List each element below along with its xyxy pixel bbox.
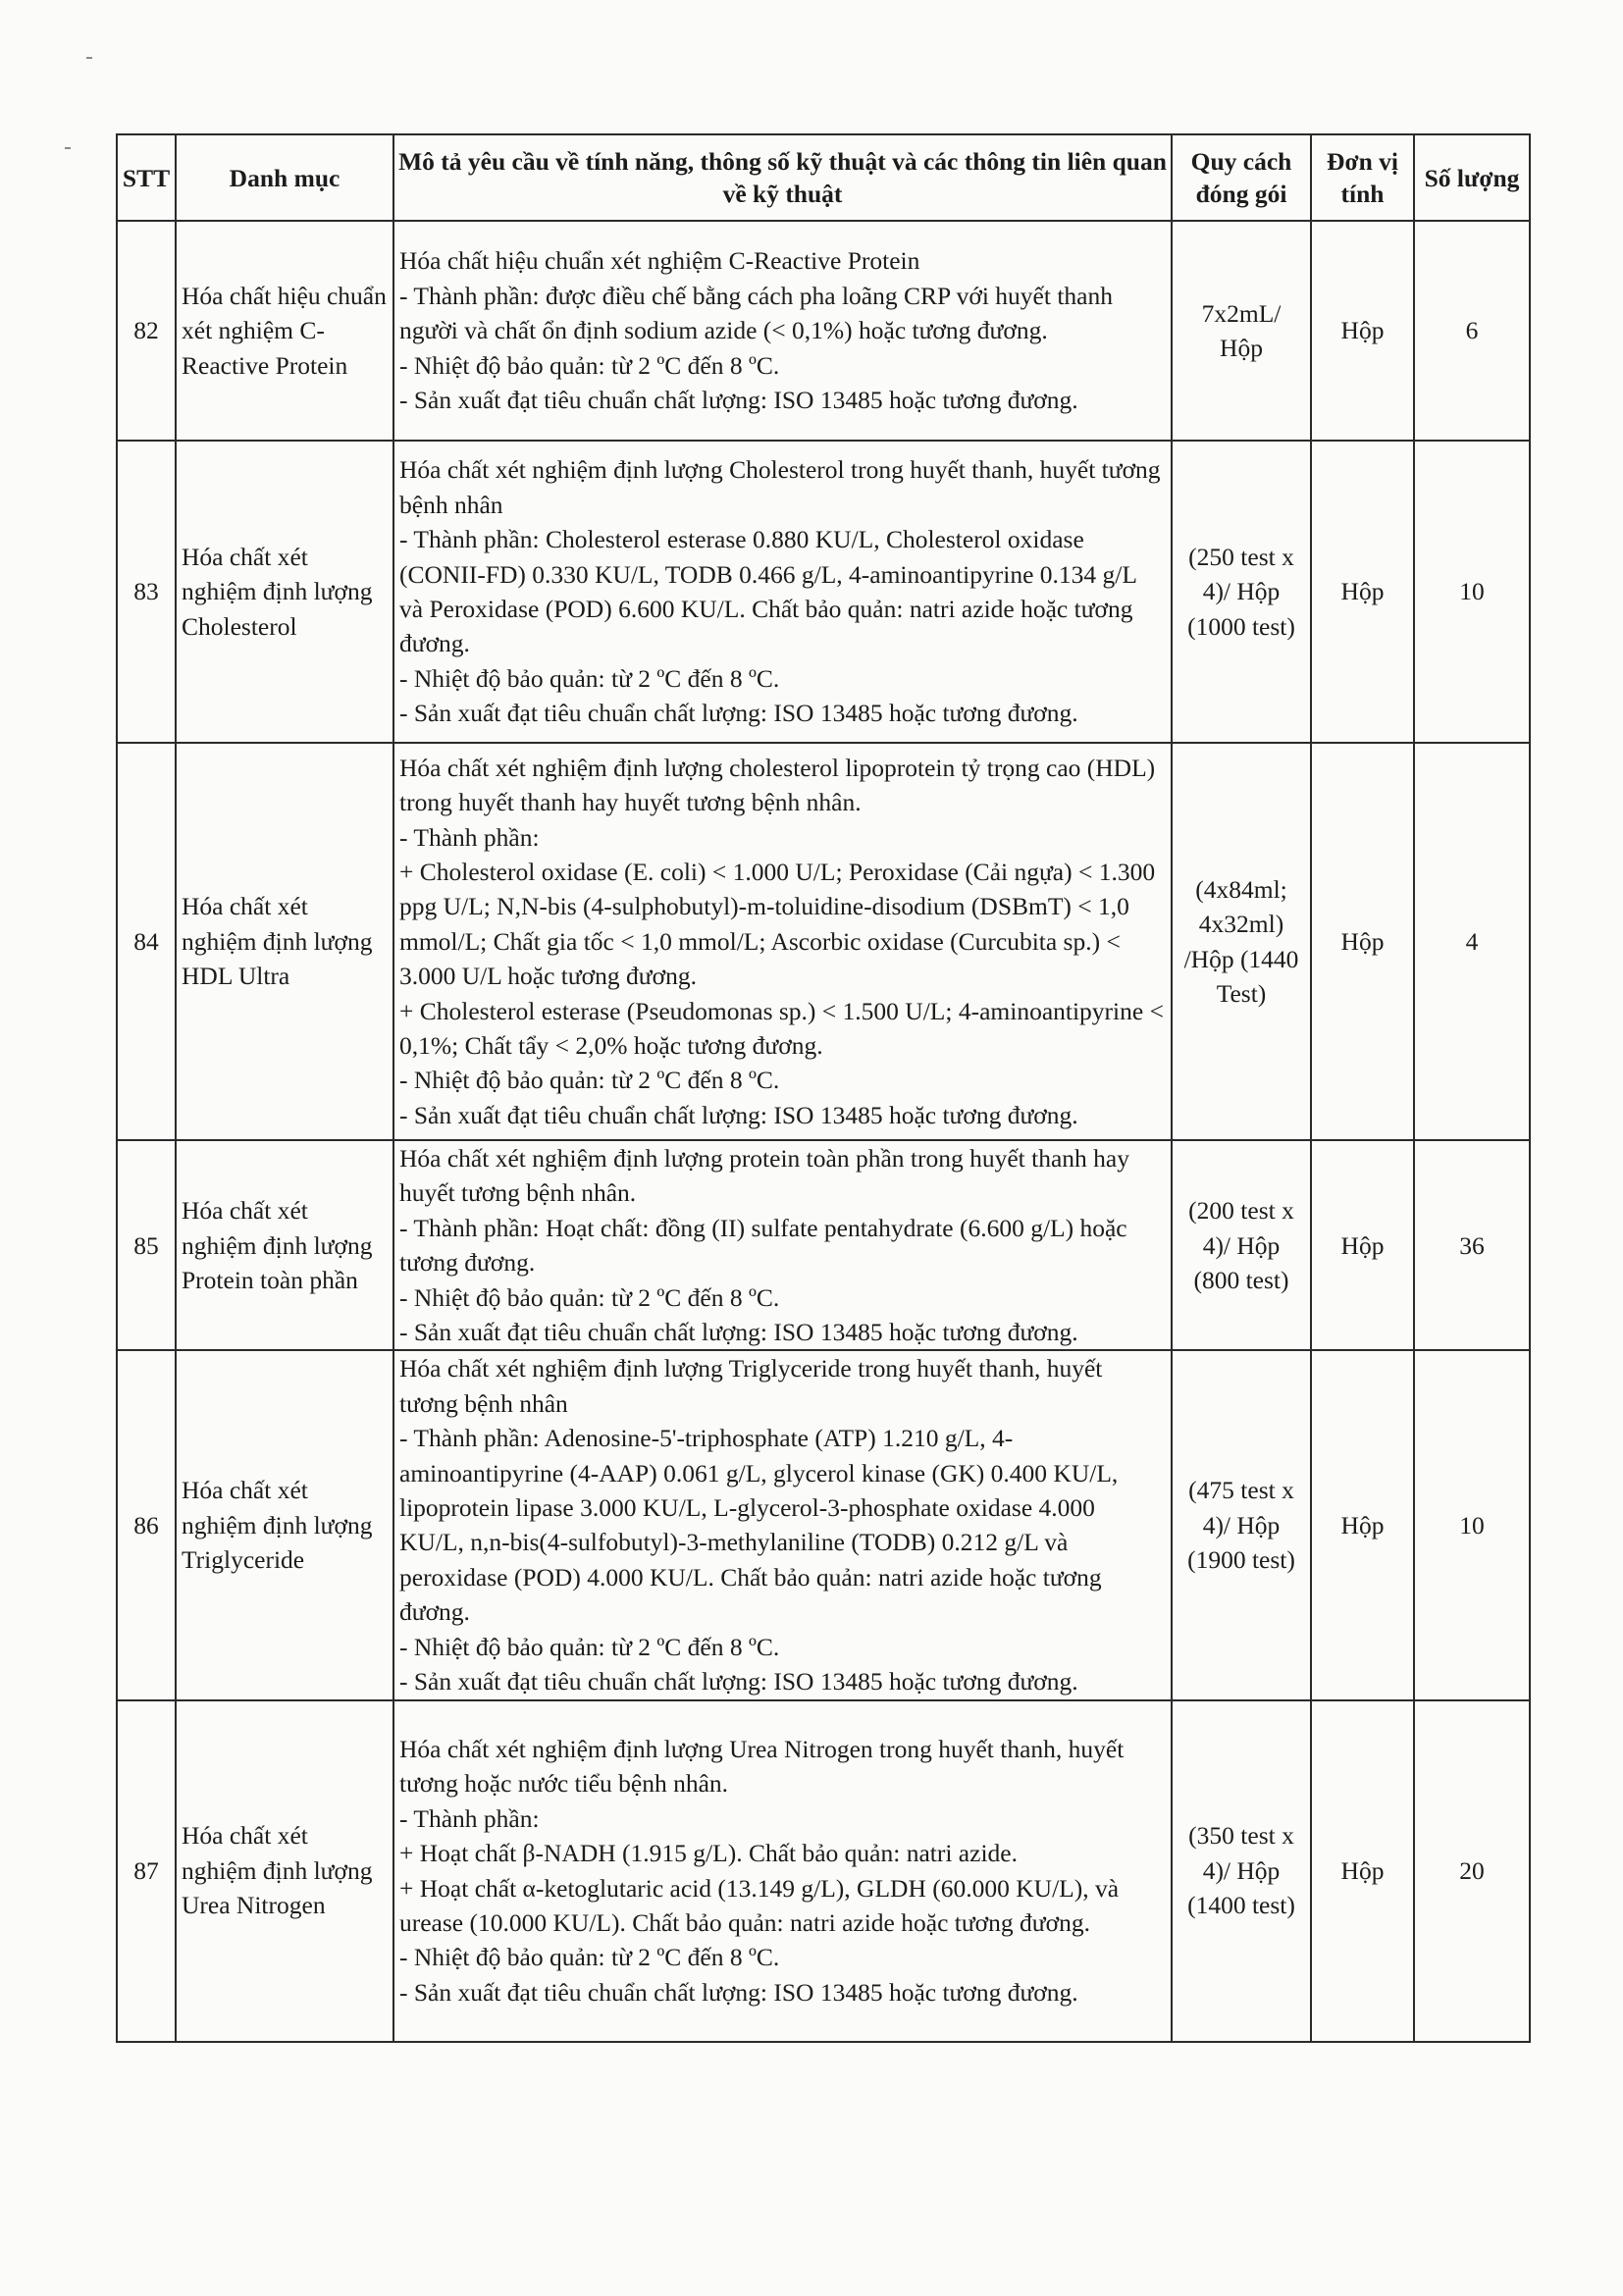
desc-line: + Hoạt chất β-NADH (1.915 g/L). Chất bảo quản: natri azide. <box>399 1839 1018 1868</box>
desc-line: - Nhiệt độ bảo quản: từ 2 ºC đến 8 ºC. <box>399 1632 780 1661</box>
row-stt: 86 <box>117 1350 176 1699</box>
header-quantity: Số lượng <box>1414 134 1530 221</box>
desc-line: - Thành phần: <box>399 1803 540 1833</box>
desc-line: - Thành phần: Adenosine-5'-triphosphate (ATP) 1.210 g/L, 4-aminoantipyrine (4-AAP) 0.061 g/L, glycerol kinase (GK) 0.400 KU/L, lipoprotein lipase 3.000 KU/L, L-glycerol-3-phosphate oxidase 4.000 KU/L, n,n-bis(4-sulfobutyl)-3-methylaniline (TODB) 0.212 g/L và peroxidase (POD) 4.000 KU/L. Chất bảo quản: natri azide hoặc tương đương. <box>399 1424 1119 1627</box>
row-description <box>393 1700 1172 2042</box>
row-stt: 85 <box>117 1140 176 1350</box>
desc-line: + Cholesterol esterase (Pseudomonas sp.) < 1.500 U/L; 4-aminoantipyrine < 0,1%; Chất tẩy < 2,0% hoặc tương đương. <box>399 996 1164 1061</box>
row-unit: Hộp <box>1311 441 1414 743</box>
header-category: Danh mục <box>176 134 393 221</box>
desc-line: - Sản xuất đạt tiêu chuẩn chất lượng: ISO 13485 hoặc tương đương. <box>399 1318 1078 1347</box>
row-quantity: 36 <box>1414 1140 1530 1350</box>
row-packaging: (350 test x 4)/ Hộp (1400 test) <box>1172 1700 1311 2042</box>
desc-line: - Sản xuất đạt tiêu chuẩn chất lượng: ISO 13485 hoặc tương đương. <box>399 386 1078 415</box>
row-unit: Hộp <box>1311 221 1414 441</box>
table-row <box>117 1140 1530 1350</box>
desc-line: - Nhiệt độ bảo quản: từ 2 ºC đến 8 ºC. <box>399 663 780 693</box>
desc-line: - Thành phần: <box>399 822 540 852</box>
row-unit: Hộp <box>1311 1140 1414 1350</box>
desc-line: + Hoạt chất α-ketoglutaric acid (13.149 g/L), GLDH (60.000 KU/L), và urease (10.000 KU/L). Chất bảo quản: natri azide hoặc tương đương. <box>399 1873 1120 1937</box>
desc-line: - Thành phần: Hoạt chất: đồng (II) sulfate pentahydrate (6.600 g/L) hoặc tương đương. <box>399 1213 1127 1278</box>
desc-line: - Nhiệt độ bảo quản: từ 2 ºC đến 8 ºC. <box>399 1066 780 1095</box>
table-row <box>117 441 1530 743</box>
row-unit: Hộp <box>1311 1350 1414 1699</box>
row-unit: Hộp <box>1311 743 1414 1140</box>
desc-line: - Sản xuất đạt tiêu chuẩn chất lượng: ISO 13485 hoặc tương đương. <box>399 1100 1078 1129</box>
scan-speck <box>86 57 92 59</box>
desc-line: Hóa chất xét nghiệm định lượng Urea Nitrogen trong huyết thanh, huyết tương hoặc nước tiểu bệnh nhân. <box>399 1734 1125 1799</box>
desc-line: Hóa chất xét nghiệm định lượng Cholesterol trong huyết thanh, huyết tương bệnh nhân <box>399 455 1161 519</box>
table-header-row <box>117 134 1530 221</box>
desc-line: - Sản xuất đạt tiêu chuẩn chất lượng: ISO 13485 hoặc tương đương. <box>399 1667 1078 1696</box>
row-stt: 83 <box>117 441 176 743</box>
row-packaging: (4x84ml; 4x32ml) /Hộp (1440 Test) <box>1172 743 1311 1140</box>
desc-line: - Nhiệt độ bảo quản: từ 2 ºC đến 8 ºC. <box>399 350 780 380</box>
header-stt: STT <box>117 134 176 221</box>
table-row <box>117 1700 1530 2042</box>
row-description <box>393 221 1172 441</box>
row-packaging: 7x2mL/ Hộp <box>1172 221 1311 441</box>
desc-line: - Thành phần: Cholesterol esterase 0.880 KU/L, Cholesterol oxidase (CONII-FD) 0.330 KU/L, TODB 0.466 g/L, 4-aminoantipyrine 0.134 g/L và Peroxidase (POD) 6.600 KU/L. Chất bảo quản: natri azide hoặc tương đương. <box>399 525 1136 658</box>
row-category: Hóa chất xét nghiệm định lượng Triglyceride <box>176 1350 393 1699</box>
row-description <box>393 743 1172 1140</box>
row-description <box>393 1350 1172 1699</box>
table-row <box>117 1350 1530 1699</box>
row-stt: 82 <box>117 221 176 441</box>
row-stt: 84 <box>117 743 176 1140</box>
desc-line: Hóa chất hiệu chuẩn xét nghiệm C-Reactive Protein <box>399 246 920 276</box>
row-packaging: (200 test x 4)/ Hộp (800 test) <box>1172 1140 1311 1350</box>
table-row <box>117 221 1530 441</box>
desc-line: Hóa chất xét nghiệm định lượng cholesterol lipoprotein tỷ trọng cao (HDL) trong huyết thanh hay huyết tương bệnh nhân. <box>399 753 1156 817</box>
desc-line: + Cholesterol oxidase (E. coli) < 1.000 U/L; Peroxidase (Cải ngựa) < 1.300 ppg U/L; N,N-bis (4-sulphobutyl)-m-toluidine-disodium (DSBmT) < 1,0 mmol/L; Chất gia tốc < 1,0 mmol/L; Ascorbic oxidase (Curcubita sp.) < 3.000 U/L hoặc tương đương. <box>399 857 1156 991</box>
row-quantity: 4 <box>1414 743 1530 1140</box>
header-packaging: Quy cách đóng gói <box>1172 134 1311 221</box>
row-category: Hóa chất xét nghiệm định lượng Protein toàn phần <box>176 1140 393 1350</box>
header-unit: Đơn vị tính <box>1311 134 1414 221</box>
desc-line: Hóa chất xét nghiệm định lượng Triglyceride trong huyết thanh, huyết tương bệnh nhân <box>399 1354 1103 1418</box>
row-description <box>393 441 1172 743</box>
row-packaging: (475 test x 4)/ Hộp (1900 test) <box>1172 1350 1311 1699</box>
row-quantity: 10 <box>1414 1350 1530 1699</box>
row-packaging: (250 test x 4)/ Hộp (1000 test) <box>1172 441 1311 743</box>
specification-table <box>116 133 1531 2043</box>
desc-line: - Nhiệt độ bảo quản: từ 2 ºC đến 8 ºC. <box>399 1943 780 1972</box>
row-unit: Hộp <box>1311 1700 1414 2042</box>
row-category: Hóa chất xét nghiệm định lượng Cholesterol <box>176 441 393 743</box>
row-category: Hóa chất hiệu chuẩn xét nghiệm C-Reactive Protein <box>176 221 393 441</box>
desc-line: - Sản xuất đạt tiêu chuẩn chất lượng: ISO 13485 hoặc tương đương. <box>399 699 1078 728</box>
header-description: Mô tả yêu cầu về tính năng, thông số kỹ thuật và các thông tin liên quan về kỹ thuật <box>393 134 1172 221</box>
scan-speck <box>65 147 71 149</box>
desc-line: - Nhiệt độ bảo quản: từ 2 ºC đến 8 ºC. <box>399 1282 780 1312</box>
row-category: Hóa chất xét nghiệm định lượng Urea Nitrogen <box>176 1700 393 2042</box>
row-category: Hóa chất xét nghiệm định lượng HDL Ultra <box>176 743 393 1140</box>
row-quantity: 20 <box>1414 1700 1530 2042</box>
desc-line: - Thành phần: được điều chế bằng cách pha loãng CRP với huyết thanh người và chất ổn định sodium azide (< 0,1%) hoặc tương đương. <box>399 281 1113 345</box>
row-stt: 87 <box>117 1700 176 2042</box>
desc-line: Hóa chất xét nghiệm định lượng protein toàn phần trong huyết thanh hay huyết tương bệnh nhân. <box>399 1144 1129 1208</box>
row-description <box>393 1140 1172 1350</box>
desc-line: - Sản xuất đạt tiêu chuẩn chất lượng: ISO 13485 hoặc tương đương. <box>399 1977 1078 2007</box>
table-row <box>117 743 1530 1140</box>
row-quantity: 6 <box>1414 221 1530 441</box>
row-quantity: 10 <box>1414 441 1530 743</box>
